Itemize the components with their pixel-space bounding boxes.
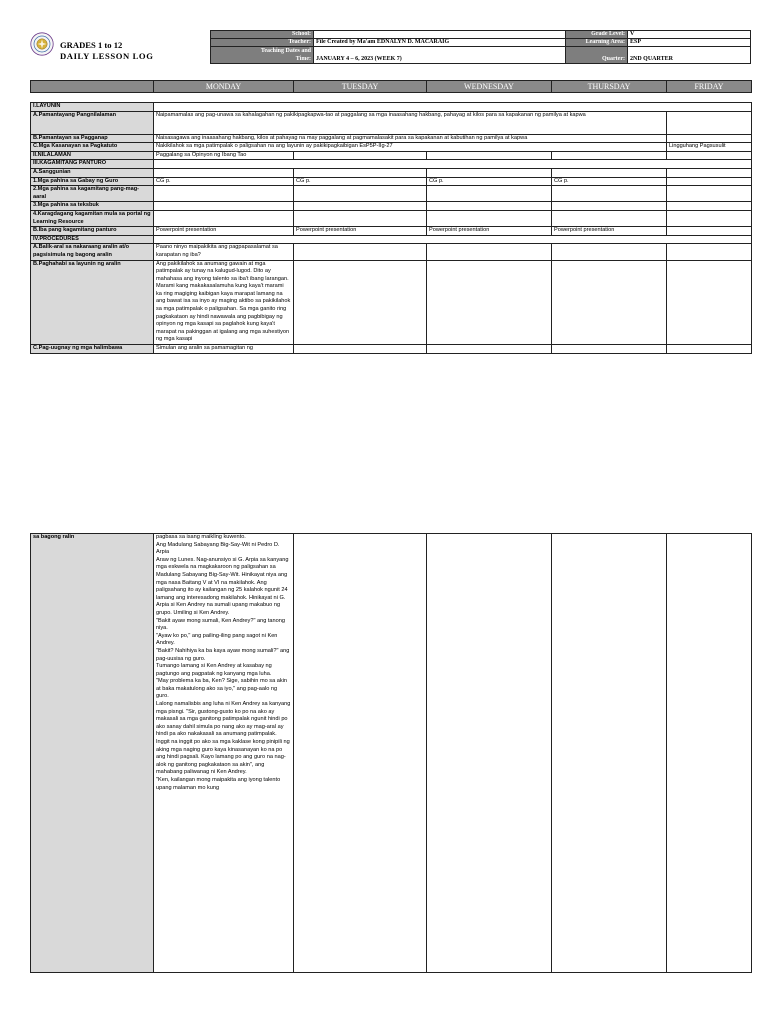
cell-kasanayan-friday: Lingguhang Pagsusulit: [667, 143, 752, 152]
teaching-dates-label-line2: Time:: [295, 56, 311, 62]
lesson-log-table: [30, 102, 752, 354]
cell-empty: [427, 345, 552, 354]
grade-level-value: V: [628, 31, 751, 39]
teaching-dates-value: JANUARY 4 – 6, 2023 (WEEK 7): [314, 47, 566, 64]
row-label-pamantayan-sa-pagganap: B.Pamantayan sa Pagganap: [31, 134, 154, 143]
cell-empty: [294, 534, 427, 973]
cell-empty: [427, 244, 552, 260]
row-label-kagamitang-panturo: III.KAGAMITANG PANTURO: [31, 160, 154, 169]
title-line-grades: GRADES 1 to 12: [60, 40, 123, 50]
row-label-sanggunian: A.Sanggunian: [31, 168, 154, 177]
day-wednesday: WEDNESDAY: [427, 81, 552, 93]
cell-empty: [667, 168, 752, 177]
cell-empty: [294, 244, 427, 260]
lesson-log-table-continued: [30, 533, 752, 973]
learning-area-label: Learning Area:: [566, 39, 628, 47]
cell-empty: [427, 210, 552, 226]
school-value: [314, 31, 566, 39]
cell-empty: [667, 345, 752, 354]
cell-empty: [552, 202, 667, 211]
day-thursday: THURSDAY: [552, 81, 667, 93]
cell-empty: [294, 345, 427, 354]
cell-empty: [667, 227, 752, 236]
cell-pamantayan-sa-pagganap: Naisasagawa ang inaasahang hakbang, kilos at pahayag na may paggalang at pagmamalasakit para sa kapakanan at kabutihan ng pamilya at kapwa: [154, 134, 667, 143]
row-label-continued: sa bagong ralin: [31, 534, 154, 973]
cell-iba-pang-wednesday: Powerpoint presentation: [427, 227, 552, 236]
cell-gabay-monday: CG p.: [154, 177, 294, 186]
cell-empty: [667, 186, 752, 202]
day-friday: FRIDAY: [667, 81, 752, 93]
cell-empty: [667, 210, 752, 226]
cell-pamantayang-pangnilalaman: Naipamamalas ang pag-unawa sa kahalagahan ng pakikipagkapwa-tao at paggalang sa mga inaasahang hakbang, pahayag at kilos para sa kapakanan ng pamilya at kapwa: [154, 111, 667, 134]
row-label-karagdagang-kagamitan: 4.Karagdagang kagamitan mula sa portal ng Learning Resource: [31, 210, 154, 226]
cell-nilalaman: Paggalang sa Opinyon ng Ibang Tao: [154, 151, 294, 160]
row-label-pamantayang-pangnilalaman: A.Pamantayang Pangnilalaman: [31, 111, 154, 134]
cell-empty: [667, 260, 752, 345]
row-label-procedures: IV.PROCEDURES: [31, 235, 154, 244]
cell-empty: [154, 235, 752, 244]
cell-pag-uugnay-monday: Simulan ang aralin sa pamamagitan ng: [154, 345, 294, 354]
cell-empty: [667, 111, 752, 134]
cell-empty: [427, 260, 552, 345]
cell-iba-pang-thursday: Powerpoint presentation: [552, 227, 667, 236]
teacher-value: File Created by Ma'am EDNALYN D. MACARAIG: [314, 39, 566, 47]
cell-empty: [667, 202, 752, 211]
day-header-blank: [31, 81, 154, 93]
cell-empty: [552, 534, 667, 973]
row-label-pag-uugnay: C.Pag-uugnay ng mga halimbawa: [31, 345, 154, 354]
teaching-dates-label-line1: Teaching Dates and: [260, 48, 311, 54]
cell-gabay-tuesday: CG p.: [294, 177, 427, 186]
row-label-kasanayan: C.Mga Kasanayan sa Pagkatuto: [31, 143, 154, 152]
cell-gabay-thursday: CG p.: [552, 177, 667, 186]
cell-empty: [552, 186, 667, 202]
cell-iba-pang-tuesday: Powerpoint presentation: [294, 227, 427, 236]
teacher-label: Teacher:: [211, 39, 314, 47]
cell-balik-aral-monday: Paano ninyo maipakikita ang pagpapasalamat sa karapatan ng iba?: [154, 244, 294, 260]
cell-empty: [154, 186, 294, 202]
cell-empty: [427, 534, 552, 973]
cell-gabay-wednesday: CG p.: [427, 177, 552, 186]
row-label-iba-pang-kagamitan: B.Iba pang kagamitang panturo: [31, 227, 154, 236]
row-label-balik-aral: A.Balik-aral sa nakaraang aralin at/o pagsisimula ng bagong aralin: [31, 244, 154, 260]
row-label-teksbuk: 3.Mga pahina sa teksbuk: [31, 202, 154, 211]
cell-empty: [667, 151, 752, 160]
cell-empty: [552, 168, 667, 177]
cell-empty: [552, 210, 667, 226]
cell-empty: [552, 244, 667, 260]
cell-empty: [154, 210, 294, 226]
teaching-dates-label: [211, 47, 314, 64]
deped-seal-logo: [30, 32, 54, 56]
row-label-paghahabi: B.Paghahabi sa layunin ng aralin: [31, 260, 154, 345]
learning-area-value: ESP: [628, 39, 751, 47]
cell-iba-pang-monday: Powerpoint presentation: [154, 227, 294, 236]
cell-empty: [427, 186, 552, 202]
cell-empty: [667, 134, 752, 143]
cell-empty: [294, 260, 427, 345]
cell-empty: [427, 168, 552, 177]
row-label-kagamitang-pang-mag-aaral: 2.Mga pahina sa kagamitang pang-mag-aaral: [31, 186, 154, 202]
quarter-value: 2ND QUARTER: [628, 47, 751, 64]
cell-empty: [294, 210, 427, 226]
cell-empty: [294, 168, 427, 177]
cell-empty: [667, 244, 752, 260]
cell-empty: [427, 151, 552, 160]
cell-empty: [552, 345, 667, 354]
grade-level-label: Grade Level:: [566, 31, 628, 39]
cell-empty: [667, 177, 752, 186]
cell-kasanayan: Nakikilahok sa mga patimpalak o paligsahan na ang layunin ay pakikipagkaibigan EsP5P-IIg-27: [154, 143, 667, 152]
day-tuesday: TUESDAY: [294, 81, 427, 93]
cell-empty: [154, 202, 294, 211]
cell-story-monday: pagbasa sa isang maikling kuwento. Ang Madulang Sabayang Big-Say-Wit ni Pedro D. Arpia Araw ng Lunes. Nag-anunsiyo si G. Arpia sa kanyang mga eskwela na magkakaroon ng paligsahan sa Madulang Sabayang Big-Say-Wit. Hinikayat niya ang mga nasa Baitang V at VI na makilahok. Ang paligsahang ito ay kailangan ng 25 kalahok ngunit 24 lamang ang interesadong makilahok. Hinikayat ni G. Arpia si Ken Andrey na sumali upang makabuo ng grupo. Umiling si Ken Andrey. "Bakit ayaw mong sumali, Ken Andrey?" ang tanong niya. "Ayaw ko po," ang pailing-iling pang sagot ni Ken Andrey. "Bakit? Nahihiya ka ba kaya ayaw mong sumali?" ang pag-uusisa ng guro. Tumango lamang si Ken Andrey at kasabay ng pagtungo ang pagpatak ng kanyang mga luha. "May problema ka ba, Ken? Sige, sabihin mo sa akin at baka makatulong ako sa iyo," ang pag-aalo ng guro. Lalong namalisbis ang luha ni Ken Andrey sa kanyang mga pisngi. "Sir, gustong-gusto ko po na ako ay makasali sa mga ganitong patimpalak ngunit hindi po ako sanay dahil simula po nang ako ay mag-aral ay hindi pa ako nakakasali sa anumang patimpalak. Inggit na inggit po ako sa mga kaklase kong pinipili ng aking mga naging guro kaya kinasanayan ko na po ang hindi pagsali. Kayo lamang po ang guro na nag-alok ng ganitong pagkakataon sa akin", ang mahabang paliwanag ni Ken Andrey. "Ken, kailangan mong maipakita ang iyong talento upang malaman mo kung: [154, 534, 294, 973]
cell-empty: [154, 103, 752, 112]
row-label-layunin: I.LAYUNIN: [31, 103, 154, 112]
cell-paghahabi-monday: Ang pakikilahok sa anumang gawain at mga patimpalak ay tunay na kalugud-lugod. Dito ay mahahasa ang inyong talento sa iba't ibang larangan. Marami kang makakasalamuha kung kaya't marami ka ring magiging kaibigan kaya marapat lamang na ang bawat isa sa inyo ay maging aktibo sa pakikilahok sa mga patimpalak o paligsahan. Sa mga ganito ring pagkakataon ay hindi nawawala ang pagbibigay ng opinyon ng mga kasapi sa paglahok kung kaya't marapat na pakinggan at igalang ang mga suhestiyon ng mga kasapi: [154, 260, 294, 345]
day-header-row: [30, 80, 752, 93]
header-info-table: [210, 30, 751, 64]
row-label-gabay-ng-guro: 1.Mga pahina sa Gabay ng Guro: [31, 177, 154, 186]
title-line-dll: DAILY LESSON LOG: [60, 51, 154, 61]
quarter-label: Quarter:: [566, 47, 628, 64]
cell-empty: [154, 168, 294, 177]
cell-empty: [552, 151, 667, 160]
school-label: School:: [211, 31, 314, 39]
row-label-nilalaman: II.NILALAMAN: [31, 151, 154, 160]
cell-empty: [154, 160, 752, 169]
cell-empty: [552, 260, 667, 345]
cell-empty: [667, 534, 752, 973]
day-monday: MONDAY: [154, 81, 294, 93]
cell-empty: [294, 186, 427, 202]
cell-empty: [427, 202, 552, 211]
cell-empty: [294, 151, 427, 160]
cell-empty: [294, 202, 427, 211]
document-title: [60, 40, 154, 62]
